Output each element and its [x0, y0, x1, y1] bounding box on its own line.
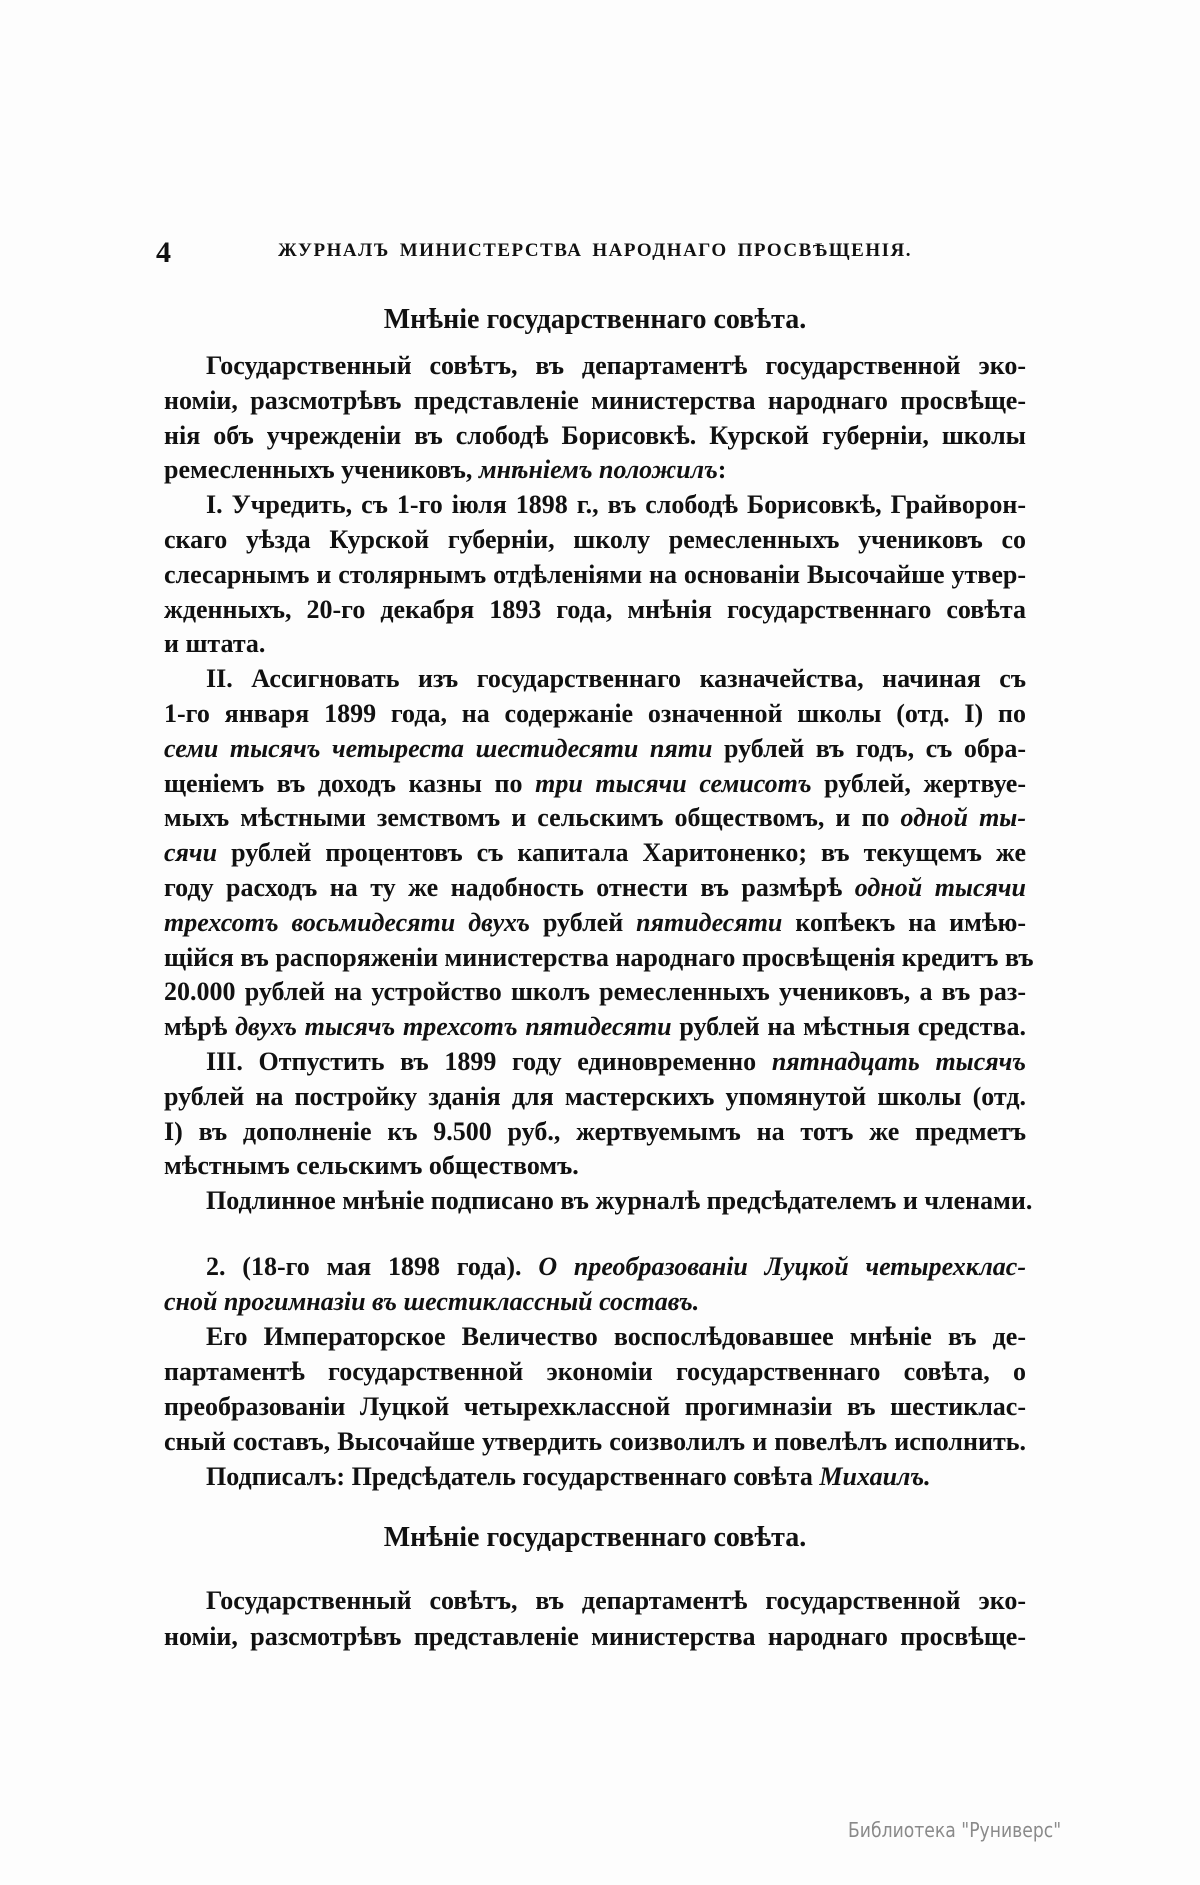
text-line — [164, 836, 1026, 871]
italic-text: мнѣніемъ положилъ — [478, 455, 718, 485]
text-line — [164, 384, 1026, 419]
text-block-opinion — [164, 349, 1034, 1219]
text-line — [164, 1080, 1026, 1115]
text: мѣстнымъ сельскимъ обществомъ. — [164, 1151, 579, 1181]
text: 20.000 рублей на устройство школъ ремесленныхъ учениковъ, а въ раз- — [164, 977, 1026, 1007]
text-line — [164, 1184, 1033, 1219]
text-line — [164, 558, 1026, 593]
text-line — [164, 1284, 1026, 1319]
text: щійся въ распоряженіи министерства народнаго просвѣщенія кредитъ въ — [164, 942, 1034, 972]
text: рублей, жертвуе- — [811, 768, 1026, 798]
text: мыхъ мѣстными земствомъ и сельскимъ обществомъ, и по — [164, 803, 901, 833]
text: жденныхъ, 20-го декабря 1893 года, мнѣнія государственнаго совѣта — [164, 594, 1026, 624]
text-line — [164, 1249, 1026, 1284]
text: сный составъ, Высочайше утвердить соизволилъ и повелѣлъ исполнить. — [164, 1427, 1026, 1456]
text: скаго уѣзда Курской губерніи, школу ремесленныхъ учениковъ со — [164, 524, 1026, 554]
text-line — [164, 419, 1026, 454]
italic-text: пятидесяти — [636, 907, 783, 937]
text: рублей — [529, 907, 637, 937]
italic-text: три тысячи семисотъ — [535, 768, 812, 798]
text-line — [164, 488, 1026, 523]
text: копѣекъ на имѣю- — [782, 907, 1026, 937]
text-block-opinion-2 — [164, 1583, 1026, 1655]
text: Подлинное мнѣніе подписано въ журналѣ предсѣдателемъ и членами. — [206, 1186, 1033, 1216]
italic-text: сной прогимназіи въ шестиклассный составъ. — [164, 1287, 700, 1316]
section-title: Мнѣніе государственнаго совѣта. — [383, 304, 807, 335]
text-block-item-2 — [164, 1249, 1026, 1494]
text-line — [164, 1010, 1026, 1045]
text-line — [164, 1149, 1026, 1184]
text-line — [164, 871, 1026, 906]
italic-text: трехсотъ восьмидесяти двухъ — [164, 907, 530, 937]
text: II. Ассигновать изъ государственнаго казначейства, начиная съ — [206, 664, 1026, 694]
text: 1-го января 1899 года, на содержаніе означенной школы (отд. I) по — [164, 698, 1026, 728]
page-number: 4 — [156, 236, 171, 269]
text-line — [164, 975, 1026, 1010]
text: I) въ дополненіе къ 9.500 руб., жертвуемымъ на тотъ же предметъ — [164, 1116, 1026, 1146]
text: ремесленныхъ учениковъ, — [164, 455, 479, 485]
text: нія объ учрежденіи въ слободѣ Борисовкѣ. Курской губерніи, школы — [164, 420, 1026, 450]
italic-text: пятнадцать тысячъ — [771, 1046, 1026, 1076]
text-line — [164, 1354, 1026, 1389]
section-title: Мнѣніе государственнаго совѣта. — [383, 1522, 807, 1553]
italic-text: Михаилъ. — [819, 1462, 931, 1491]
text-line — [164, 801, 1026, 836]
text: преобразованіи Луцкой четырехклассной прогимназіи въ шестиклас- — [164, 1392, 1026, 1421]
running-head: ЖУРНАЛЪ МИНИСТЕРСТВА НАРОДНАГО ПРОСВѢЩЕНІЯ. — [278, 240, 912, 261]
text: рублей процентовъ съ капитала Харитоненко; въ текущемъ же — [217, 838, 1026, 868]
text-line — [164, 1424, 1026, 1459]
text: Государственный совѣтъ, въ департаментѣ государственной эко- — [206, 351, 1026, 380]
text-line — [164, 593, 1026, 628]
text: мѣрѣ — [164, 1012, 236, 1042]
italic-text: сячи — [164, 838, 218, 868]
text-line — [164, 1389, 1026, 1424]
text-line — [164, 523, 1026, 558]
text: Подписалъ: Предсѣдатель государственнаго совѣта — [206, 1462, 820, 1491]
text: III. Отпустить въ 1899 году единовременно — [206, 1046, 772, 1076]
italic-text: семи тысячъ четыреста шестидесяти пяти — [164, 733, 713, 763]
italic-text: двухъ тысячъ трехсотъ пятидесяти — [235, 1012, 672, 1042]
text-line — [164, 1045, 1026, 1080]
text: 2. (18-го мая 1898 года). — [206, 1252, 539, 1281]
text-line — [164, 1459, 1026, 1494]
text-line — [164, 1619, 1026, 1655]
text: : — [717, 455, 727, 485]
text: году расходъ на ту же надобность отнести въ размѣрѣ — [164, 872, 855, 902]
text-line — [164, 627, 1026, 662]
italic-text: О преобразованіи Луцкой четырехклас- — [538, 1252, 1027, 1281]
text: I. Учредить, съ 1-го іюля 1898 г., въ слободѣ Борисовкѣ, Грайворон- — [206, 490, 1026, 520]
italic-text: одной тысячи — [854, 872, 1026, 902]
italic-text: одной ты- — [900, 803, 1026, 833]
text-line — [164, 1115, 1026, 1150]
text: щеніемъ въ доходъ казны по — [164, 768, 536, 798]
text-line — [164, 349, 1026, 384]
text-line — [164, 732, 1026, 767]
text: рублей на мѣстныя средства. — [671, 1012, 1027, 1042]
text-line — [164, 941, 1034, 976]
text-line — [164, 767, 1026, 802]
text: рублей на постройку зданія для мастерскихъ упомянутой школы (отд. — [164, 1081, 1026, 1111]
text: номіи, разсмотрѣвъ представленіе министерства народнаго просвѣще- — [164, 385, 1026, 415]
text-line — [164, 1319, 1026, 1354]
text-line — [164, 906, 1026, 941]
library-watermark: Библиотека "Руниверс" — [848, 1818, 1062, 1842]
text: Его Императорское Величество воспослѣдовавшее мнѣніе въ де- — [206, 1322, 1026, 1351]
text: и штата. — [164, 629, 266, 659]
text-line — [164, 662, 1026, 697]
text-line — [164, 1583, 1026, 1619]
text-line — [164, 453, 1026, 488]
text: партаментѣ государственной экономіи государственнаго совѣта, о — [164, 1357, 1026, 1386]
text: рублей въ годъ, съ обра- — [712, 733, 1026, 763]
text: слесарнымъ и столярнымъ отдѣленіями на основаніи Высочайше утвер- — [164, 559, 1026, 589]
text: Государственный совѣтъ, въ департаментѣ государственной эко- — [206, 1586, 1026, 1615]
text-line — [164, 697, 1026, 732]
text: номіи, разсмотрѣвъ представленіе министерства народнаго просвѣще- — [164, 1622, 1026, 1651]
